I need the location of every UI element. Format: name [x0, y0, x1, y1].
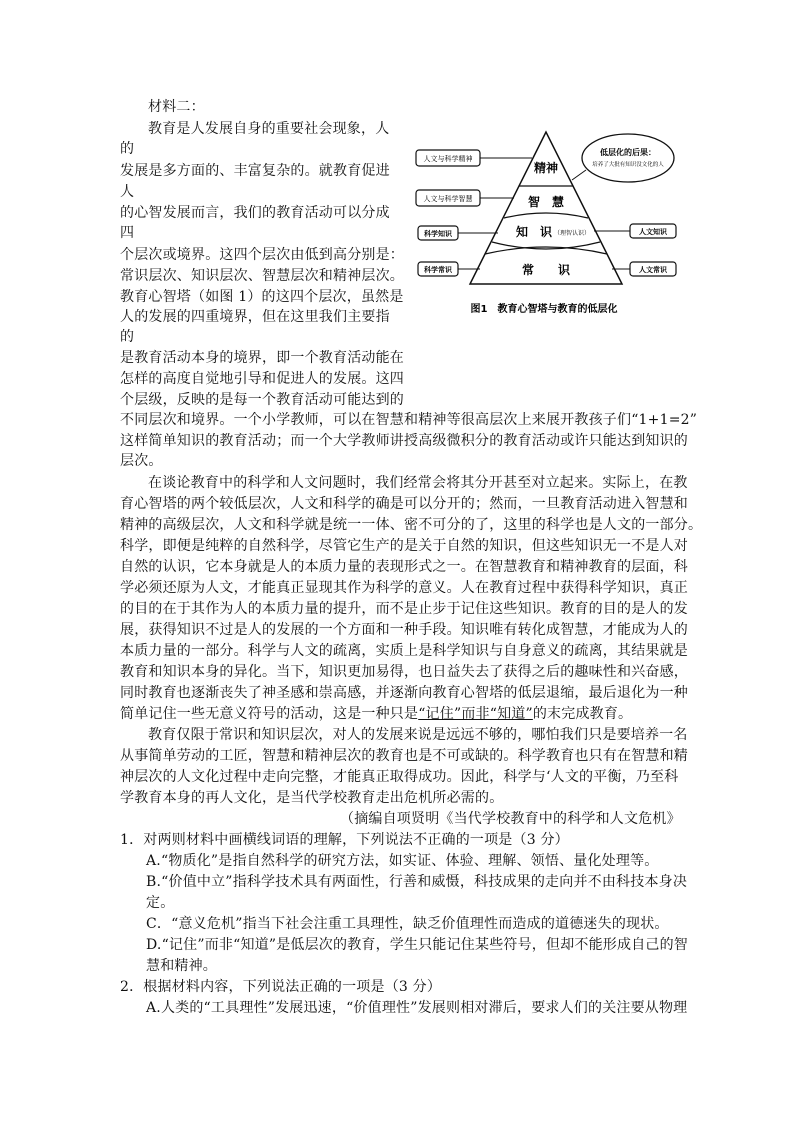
- paragraph-line: 教育和知识本身的异化。当下，知识更加易得，也日益失去了获得之后的趣味性和兴奋感，: [120, 664, 688, 680]
- paragraph-line: 学教育本身的再人文化，是当代学校教育走出危机所必需的。: [120, 790, 504, 806]
- left-box-spirit: 人文与科学精神: [423, 155, 473, 163]
- paragraph-line: 发展是多方面的、丰富复杂的。就教育促进: [120, 163, 390, 179]
- right-box-common: 人文常识: [639, 266, 667, 274]
- section-heading: 材料二：: [148, 99, 205, 115]
- paragraph-line: 常识层次、知识层次、智慧层次和精神层次。: [120, 268, 404, 284]
- source-citation: （摘编自项贤明《当代学校教育中的科学和人文危机》: [340, 811, 681, 827]
- paragraph-line: 精神的高级层次，人文和科学就是统一一体、密不可分的了，这里的科学也是人文的一部分。: [120, 517, 703, 533]
- callout-title: 低层化的后果：: [600, 148, 656, 157]
- answer-option: C．“意义危机”指当下社会注重工具理性，缺乏价值理性而造成的道德迷失的现状。: [146, 916, 669, 932]
- paragraph-line: 怎样的高度自觉地引导和促进人的发展。这四: [120, 371, 404, 387]
- paragraph-line: 的: [120, 329, 135, 345]
- left-box-knowledge: 科学知识: [424, 230, 452, 238]
- mind-pyramid-figure: [414, 128, 678, 318]
- paragraph-line: 人: [120, 184, 135, 200]
- paragraph-line: 不同层次和境界。一个小学教师，可以在智慧和精神等很高层次上来展开教孩子们“1+1=2”: [120, 412, 698, 428]
- paragraph-line: 本质力量的一部分。科学与人文的疏离，实质上是科学知识与自身意义的疏离，其结果就是: [120, 643, 688, 659]
- left-box-wisdom: 人文与科学智慧: [423, 195, 473, 203]
- paragraph-line: 的心智发展而言，我们的教育活动可以分成: [120, 205, 390, 221]
- answer-option: A.人类的“工具理性”发展迅速，“价值理性”发展则相对滞后，要求人们的关注要从物理: [146, 1000, 688, 1016]
- paragraph-line: 人的发展的四重境界，但在这里我们主要指: [120, 309, 390, 325]
- answer-option: A.“物质化”是指自然科学的研究方法，如实证、体验、理解、领悟、量化处理等。: [146, 853, 659, 869]
- paragraph-line: 展，获得知识不过是人的发展的一个方面和一种手段。知识唯有转化成智慧，才能成为人的: [120, 622, 688, 638]
- paragraph-line: 从事简单劳动的工匠，智慧和精神层次的教育也是不可或缺的。科学教育也只有在智慧和精: [120, 748, 688, 764]
- question-stem: 1．对两则材料中画横线词语的理解，下列说法不正确的一项是（3 分）: [120, 832, 569, 848]
- paragraph-line: 的目的在于其作为人的本质力量的提升，而不是止步于记住这些知识。教育的目的是人的发: [120, 601, 688, 617]
- paragraph-line: 四: [120, 225, 135, 241]
- level-knowledge-note: （理智认识）: [553, 230, 591, 237]
- paragraph-line: 教育心智塔（如图 1）的这四个层次，虽然是: [120, 289, 404, 305]
- paragraph-line: 是教育活动本身的境界，即一个教育活动能在: [120, 350, 404, 366]
- callout-text: 培养了大批有知识没文化的人: [592, 162, 664, 168]
- paragraph-line: 在谈论教育中的科学和人文问题时，我们经常会将其分开甚至对立起来。实际上，在教: [148, 475, 688, 491]
- paragraph-line: 这样简单知识的教育活动；而一个大学教师讲授高级微积分的教育活动或许只能达到知识的: [120, 433, 688, 449]
- answer-option: D.“记住”而非“知道”是低层次的教育，学生只能记住某些符号，但却不能形成自己的智: [146, 937, 689, 953]
- answer-option: B.“价值中立”指科学技术具有两面性，行善和威慑，科技成果的走向并不由科技本身决: [146, 874, 688, 890]
- paragraph-line: 教育仅限于常识和知识层次，对人的发展来说是远远不够的，哪怕我们只是要培养一名: [148, 727, 688, 743]
- right-box-knowledge: 人文知识: [639, 228, 667, 236]
- paragraph-line: 自然的认识，它本身就是人的本质力量的表现形式之一。在智慧教育和精神教育的层面，科: [120, 559, 688, 575]
- paragraph-line: 层次。: [120, 453, 163, 469]
- level-spirit: 精神: [533, 161, 559, 175]
- paragraph-line: 学必须还原为人文，才能真正显现其作为科学的意义。人在教育过程中获得科学知识，真正: [120, 580, 688, 596]
- paragraph-line: 神层次的人文化过程中走向完整，才能真正取得成功。因此，科学与‘人文的平衡，乃至科: [120, 769, 679, 785]
- line-text: 的末完成教育。: [532, 706, 633, 722]
- question-stem: 2．根据材料内容，下列说法正确的一项是（3 分）: [120, 979, 442, 995]
- level-common-sense: 常 识: [521, 263, 571, 277]
- line-text: 简单记住一些无意义符号的活动，这是一种只是: [120, 706, 419, 722]
- paragraph-line: 科学，即便是纯粹的自然科学，尽管它生产的是关于自然的知识，但这些知识无一不是人对: [120, 538, 688, 554]
- left-box-common: 科学常识: [424, 266, 452, 274]
- paragraph-line: 个层次或境界。这四个层次由低到高分别是：: [120, 247, 404, 263]
- level-knowledge: 知 识: [515, 225, 553, 239]
- paragraph-line: 的: [120, 141, 135, 157]
- paragraph-line: 同时教育也逐渐丧失了神圣感和崇高感，并逐渐向教育心智塔的低层退缩，最后退化为一种: [120, 685, 688, 701]
- answer-option: 定。: [146, 895, 175, 911]
- paragraph-line: 教育是人发展自身的重要社会现象，人: [148, 121, 390, 137]
- callout-ellipse: [582, 134, 674, 182]
- level-wisdom: 智 慧: [527, 195, 565, 209]
- answer-option: 慧和精神。: [146, 958, 217, 974]
- paragraph-line: 个层级，反映的是每一个教育活动可能达到的: [120, 392, 404, 408]
- figure-caption: 图1 教育心智塔与教育的低层化: [470, 304, 618, 315]
- paragraph-line: 育心智塔的两个较低层次，人文和科学的确是可以分开的；然而，一旦教育活动进入智慧和: [120, 496, 688, 512]
- underlined-paragraph-line: [120, 705, 632, 723]
- underlined-term: “记住”而非“知道”: [418, 706, 533, 722]
